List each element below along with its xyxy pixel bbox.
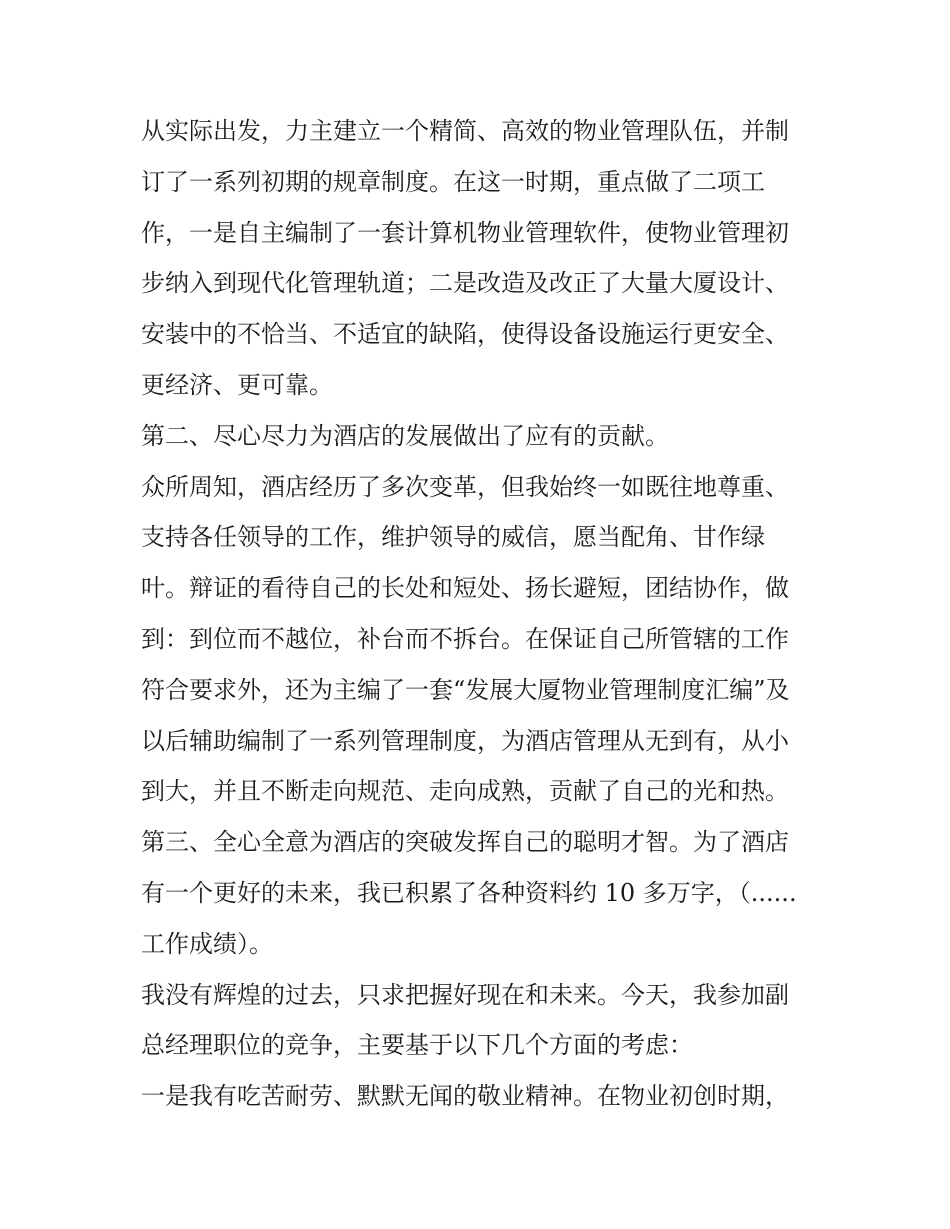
text-line: 从实际出发，力主建立一个精简、高效的物业管理队伍，并制	[141, 117, 789, 145]
text-line: 叶。辩证的看待自己的长处和短处、扬长避短，团结协作，做	[141, 574, 789, 603]
text-line: 工作成绩）。	[141, 929, 273, 958]
text-line: 订了一系列初期的规章制度。在这一时期，重点做了二项工	[141, 167, 765, 196]
text-line: 更经济、更可靠。	[141, 370, 333, 399]
text-line: 作，一是自主编制了一套计算机物业管理软件，使物业管理初	[141, 218, 789, 247]
section-heading: 第三、全心全意为酒店的突破发挥自己的聪明才智。为了酒店	[141, 828, 789, 857]
text-line: 一是我有吃苦耐劳、默默无闻的敬业精神。在物业初创时期，	[141, 1082, 789, 1111]
text-line: 符合要求外，还为主编了一套“发展大厦物业管理制度汇编”及	[141, 675, 790, 704]
text-line: 安装中的不恰当、不适宜的缺陷，使得设备设施运行更安全、	[141, 320, 789, 349]
text-line: 支持各任领导的工作，维护领导的威信，愿当配角、甘作绿	[141, 523, 765, 552]
document-body	[141, 106, 821, 1122]
text-line: 到大，并且不断走向规范、走向成熟，贡献了自己的光和热。	[141, 777, 789, 806]
text-line: 到：到位而不越位，补台而不拆台。在保证自己所管辖的工作	[141, 624, 789, 653]
text-line: 步纳入到现代化管理轨道；二是改造及改正了大量大厦设计、	[141, 269, 789, 298]
text-line: 总经理职位的竞争，主要基于以下几个方面的考虑：	[141, 1031, 693, 1060]
text-line: 以后辅助编制了一系列管理制度，为酒店管理从无到有，从小	[141, 726, 789, 755]
text-line: 众所周知，酒店经历了多次变革，但我始终一如既往地尊重、	[141, 472, 789, 501]
text-line: 有一个更好的未来，我已积累了各种资料约 10 多万字，（......	[141, 878, 797, 907]
text-line: 我没有辉煌的过去，只求把握好现在和未来。今天，我参加副	[141, 980, 789, 1009]
section-heading: 第二、尽心尽力为酒店的发展做出了应有的贡献。	[141, 421, 669, 450]
